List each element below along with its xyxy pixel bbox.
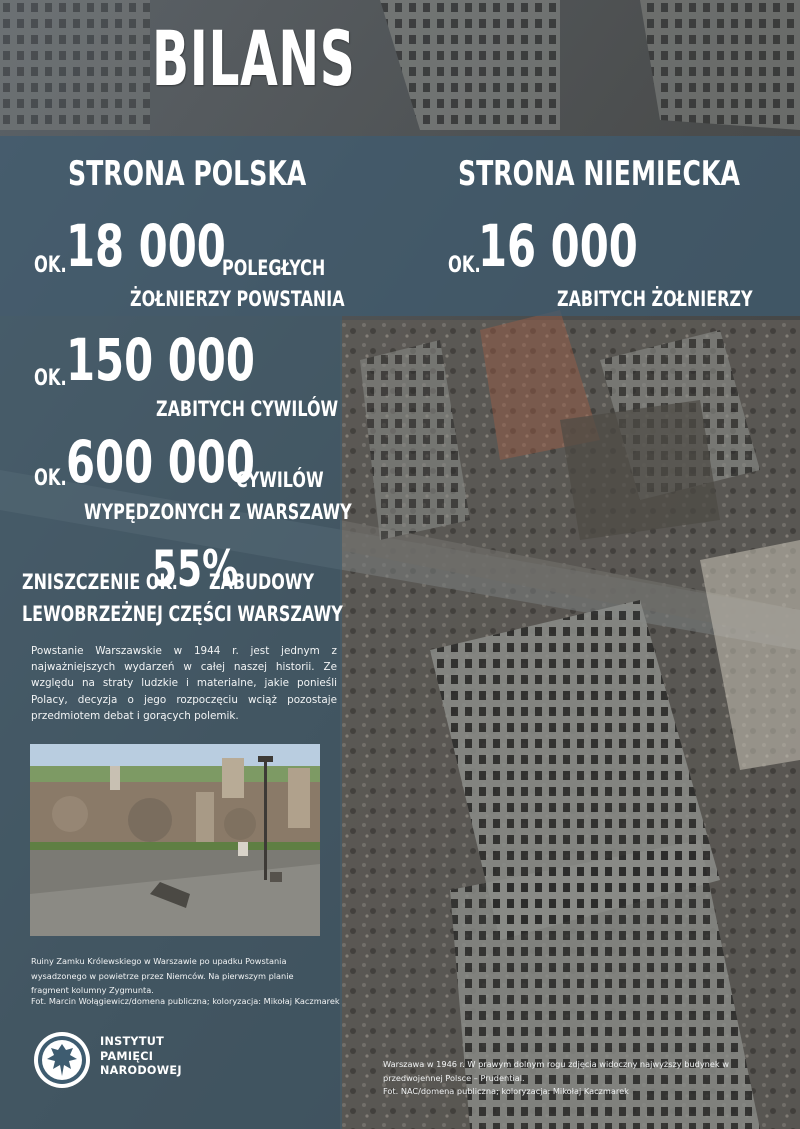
institute-line1: INSTYTUT: [100, 1035, 165, 1048]
castle-ruins-photo: [30, 744, 320, 936]
page-title: BILANS: [152, 14, 356, 103]
institute-line2: PAMIĘCI: [100, 1049, 154, 1063]
stat4-label-line2: LEWOBRZEŻNEJ CZĘŚCI WARSZAWY: [22, 602, 343, 626]
stat1-number: 18 000: [66, 212, 226, 280]
stat1-prefix: OK.: [34, 253, 67, 278]
stat1-label-line2: ŻOŁNIERZY POWSTANIA: [130, 287, 345, 311]
background-caption: [383, 1058, 773, 1099]
description-paragraph: Powstanie Warszawskie w 1944 r. jest jednym z najważniejszych wydarzeń w całej naszej historii. Ze względu na straty ludzkie i materialne, jakie ponieśli Polacy, decyzja o jego rozpoczęciu wciąż pozostaje przedmiotem debat i gorących polemik.: [31, 645, 337, 722]
background-credit: Fot. NAC/domena publiczna; koloryzacja: Mikołaj Kaczmarek: [383, 1086, 629, 1096]
institute-line3: NARODOWEJ: [100, 1064, 182, 1077]
stat1-label-line1: POLEGŁYCH: [222, 256, 326, 280]
photo-credit: Fot. Marcin Wołągiewicz/domena publiczna; koloryzacja: Mikołaj Kaczmarek: [31, 996, 340, 1006]
stat4-prefix: ZNISZCZENIE OK.: [22, 570, 178, 594]
background-caption-text: Warszawa w 1946 r. W prawym dolnym rogu zdjęcia widoczny najwyższy budynek w przedwojennej Polsce – Prudential.: [383, 1059, 729, 1083]
photo-caption: Ruiny Zamku Królewskiego w Warszawie po upadku Powstania wysadzonego w powietrze przez Niemców. Na pierwszym planie fragment kolumny Zygmunta.: [31, 956, 294, 995]
german-side-heading: STRONA NIEMIECKA: [458, 154, 740, 194]
stat3-prefix: OK.: [34, 466, 67, 491]
stat3-label-line1: CYWILÓW: [236, 468, 324, 492]
stat4-number: 55%: [152, 540, 239, 598]
polish-side-heading: STRONA POLSKA: [68, 154, 307, 194]
stat2-prefix: OK.: [34, 366, 67, 391]
stat2-label: ZABITYCH CYWILÓW: [156, 397, 339, 421]
institute-name: [100, 1035, 182, 1079]
stat4-label-line1: ZABUDOWY: [209, 570, 315, 594]
german-stat1-label: ZABITYCH ŻOŁNIERZY: [557, 287, 753, 311]
stat3-number: 600 000: [66, 428, 255, 496]
ipn-eagle-logo: [33, 1031, 91, 1089]
stat3-label-line2: WYPĘDZONYCH Z WARSZAWY: [84, 500, 352, 524]
german-stat1-prefix: OK.: [448, 253, 481, 278]
stat2-number: 150 000: [66, 326, 255, 394]
german-stat1-number: 16 000: [478, 212, 638, 280]
